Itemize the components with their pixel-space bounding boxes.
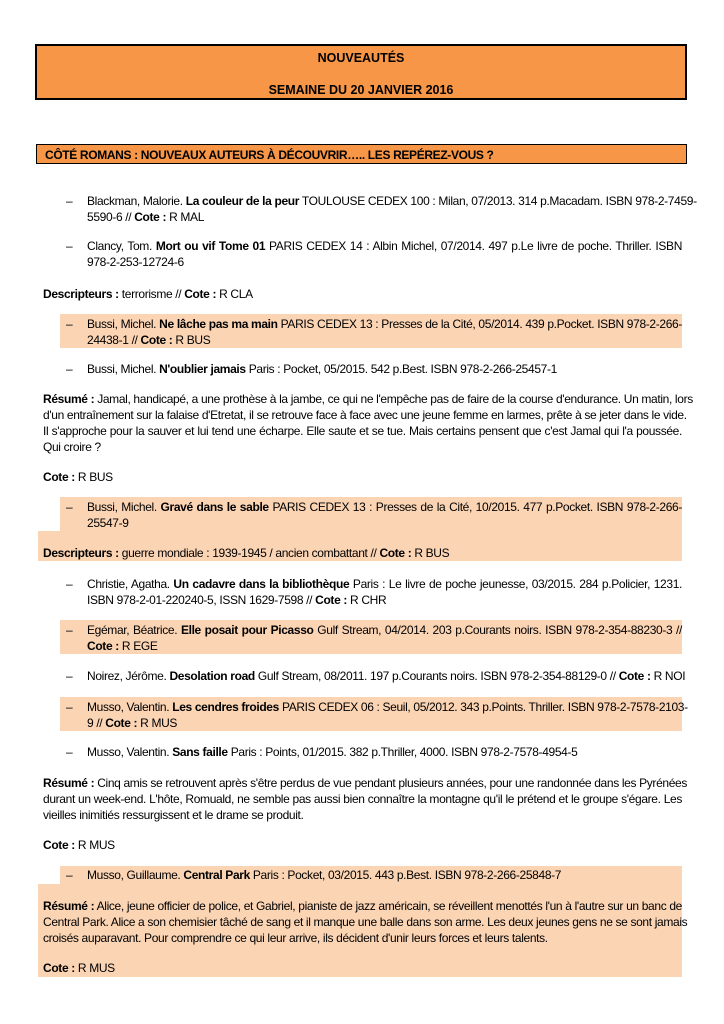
entry-line: [87, 332, 210, 348]
cote-value: R MAL: [169, 210, 205, 224]
section-heading: CÔTÉ ROMANS : NOUVEAUX AUTEURS À DÉCOUVRIR….. LES REPÉREZ-VOUS ?: [36, 144, 687, 164]
entry-details: PARIS CEDEX 13 : Presses de la Cité, 10/2015. 477 p.Pocket. ISBN 978-2-266-: [272, 500, 683, 514]
entry-line: [87, 316, 682, 332]
cote-label: Cote :: [87, 639, 119, 653]
bullet-marker: –: [66, 362, 73, 376]
bullet-marker: –: [66, 745, 73, 759]
cote-label: Cote :: [105, 716, 138, 730]
separator: //: [370, 546, 377, 560]
entry-author: Egémar, Béatrice.: [87, 623, 178, 637]
resume-text: Central Park. Alice a son chemisier tâché de sang et il manque une balle dans son arme. Les deux jeunes gens ne se sont jamais: [43, 915, 688, 929]
cote-value: R MUS: [77, 838, 115, 852]
entry-line: [87, 499, 682, 515]
cote-value: R MUS: [77, 961, 115, 975]
entry-author: Clancy, Tom.: [87, 239, 152, 253]
resume-line: [43, 898, 682, 914]
entry-author: Bussi, Michel.: [87, 317, 157, 331]
descripteurs-line: [43, 286, 253, 302]
entry-title: Gravé dans le sable: [160, 500, 269, 514]
cote-value: R BUS: [414, 546, 450, 560]
entry-title: Un cadavre dans la bibliothèque: [173, 577, 350, 591]
bullet-marker: –: [66, 194, 73, 208]
cote-value: R NOI: [653, 669, 686, 683]
entry-author: Christie, Agatha.: [87, 577, 170, 591]
bullet-marker: –: [66, 577, 73, 591]
entry-details: 24438-1: [87, 333, 129, 347]
entry-author: Musso, Valentin.: [87, 700, 170, 714]
cote-line: [87, 638, 157, 654]
cote-value: R MUS: [140, 716, 178, 730]
resume-label: Résumé :: [43, 392, 95, 406]
resume-text: Il s'approche pour la sauver et lui tend une écharpe. Elle saute et se tue. Mais certains pensent que c'est Jamal qui l'a poussée.: [43, 424, 682, 438]
entry-author: Musso, Valentin.: [87, 745, 170, 759]
entry-details: Gulf Stream, 08/2011. 197 p.Courants noirs. ISBN 978-2-354-88129-0 //: [257, 669, 616, 683]
bullet-marker: –: [66, 669, 73, 683]
separator: //: [96, 716, 103, 730]
resume-line: [43, 391, 693, 407]
document-header: [35, 44, 687, 100]
entry-line: [87, 668, 685, 684]
cote-label: Cote :: [43, 838, 75, 852]
cote-value: R CHR: [350, 593, 387, 607]
entry-title: Ne lâche pas ma main: [159, 317, 278, 331]
resume-text: Alice, jeune officier de police, et Gabriel, pianiste de jazz américain, se réveillent menottés l'un à l'autre sur un banc de: [96, 899, 683, 913]
cote-label: Cote :: [43, 470, 75, 484]
bullet-marker: –: [66, 500, 73, 514]
bullet-marker: –: [66, 239, 73, 253]
entry-details: PARIS CEDEX 06 : Seuil, 05/2012. 343 p.Points. Thriller. ISBN 978-2-7578-2103-: [281, 700, 688, 714]
entry-title: Central Park: [183, 868, 250, 882]
entry-line: [87, 238, 682, 254]
cote-label: Cote :: [315, 593, 348, 607]
cote-label: Cote :: [618, 669, 651, 683]
entry-title: La couleur de la peur: [185, 194, 300, 208]
resume-line: [43, 775, 688, 791]
entry-details: TOULOUSE CEDEX 100 : Milan, 07/2013. 314 p.Macadam. ISBN 978-2-7459-: [301, 194, 697, 208]
cote-label: Cote :: [379, 546, 412, 560]
entry-details: PARIS CEDEX 14 : Albin Michel, 07/2014. 497 p.Le livre de poche. Thriller. ISBN: [269, 239, 683, 253]
entry-author: Musso, Guillaume.: [87, 868, 181, 882]
entry-line: [87, 576, 682, 592]
entry-title: Les cendres froides: [172, 700, 279, 714]
entry-details: Paris : Points, 01/2015. 382 p.Thriller, 4000. ISBN 978-2-7578-4954-5: [230, 745, 578, 759]
cote-line: [43, 960, 115, 976]
entry-details: Paris : Pocket, 03/2015. 443 p.Best. ISBN 978-2-266-25848-7: [252, 868, 562, 882]
resume-text: durant un week-end. L'hôte, Romuald, ne semble pas aussi bien connaître la montagne qu'il le prétend et le groupe s'égare. Les: [43, 792, 682, 806]
descripteurs-label: Descripteurs :: [43, 546, 119, 560]
entry-line: [87, 361, 557, 377]
cote-line: [43, 837, 115, 853]
bullet-marker: –: [66, 868, 73, 882]
entry-details: Paris : Le livre de poche jeunesse, 03/2015. 284 p.Policier, 1231.: [352, 577, 683, 591]
resume-text: croisés auparavant. Pour comprendre ce qui leur arrive, ils décident d'unir leurs forces et leurs talents.: [43, 931, 548, 945]
entry-author: Bussi, Michel.: [87, 500, 157, 514]
entry-author: Noirez, Jérôme.: [87, 669, 167, 683]
entry-line: [87, 622, 682, 638]
document-subtitle: SEMAINE DU 20 JANVIER 2016: [268, 83, 454, 97]
entry-line: [87, 867, 561, 883]
cote-value: R CLA: [219, 287, 253, 301]
resume-label: Résumé :: [43, 776, 95, 790]
entry-line: [87, 209, 204, 225]
cote-value: R EGE: [121, 639, 158, 653]
resume-text: d'un entraînement sur la falaise d'Etretat, il se retrouve face à face avec une jeune femme en larmes, prête à se jeter dans le vide.: [43, 408, 687, 422]
bullet-marker: –: [66, 623, 73, 637]
entry-details: 9: [87, 716, 94, 730]
cote-label: Cote :: [140, 333, 173, 347]
entry-line: [87, 715, 177, 731]
separator: //: [131, 333, 138, 347]
entry-details: Paris : Pocket, 05/2015. 542 p.Best. ISBN 978-2-266-25457-1: [248, 362, 557, 376]
entry-title: Sans faille: [172, 745, 228, 759]
descripteurs-value: guerre mondiale : 1939-1945 / ancien combattant: [121, 546, 368, 560]
entry-line: [87, 699, 688, 715]
entry-details: ISBN 978-2-01-220240-5, ISSN 1629-7598: [87, 593, 304, 607]
cote-value: R BUS: [77, 470, 113, 484]
cote-label: Cote :: [43, 961, 75, 975]
separator: //: [125, 210, 132, 224]
entry-details: Gulf Stream, 04/2014. 203 p.Courants noirs. ISBN 978-2-354-88230-3 //: [317, 623, 683, 637]
entry-details: PARIS CEDEX 13 : Presses de la Cité, 05/2014. 439 p.Pocket. ISBN 978-2-266-: [280, 317, 683, 331]
entry-details: 25547-9: [87, 516, 129, 530]
descripteurs-label: Descripteurs :: [43, 287, 119, 301]
entry-line: [87, 744, 577, 760]
entry-title: Elle posait pour Picasso: [180, 623, 314, 637]
entry-details: 5590-6: [87, 210, 123, 224]
resume-text: Qui croire ?: [43, 440, 101, 454]
entry-author: Blackman, Malorie.: [87, 194, 183, 208]
resume-label: Résumé :: [43, 899, 95, 913]
entry-title: Desolation road: [169, 669, 255, 683]
document-title: NOUVEAUTÉS: [317, 51, 405, 65]
entry-title: Mort ou vif Tome 01: [155, 239, 266, 253]
resume-text: Cinq amis se retrouvent après s'être perdus de vue pendant plusieurs années, pour une randonnée dans les Pyrénées: [97, 776, 688, 790]
entry-author: Bussi, Michel.: [87, 362, 157, 376]
resume-text: vieilles inimitiés ressurgissent et le drame se produit.: [43, 808, 304, 822]
resume-text: Jamal, handicapé, a une prothèse à la jambe, ce qui ne l'empêche pas de faire de la course d'endurance. Un matin, lors: [97, 392, 693, 406]
entry-details: 978-2-253-12724-6: [87, 255, 184, 269]
descripteurs-value: terrorisme: [121, 287, 173, 301]
bullet-marker: –: [66, 317, 73, 331]
entry-line: [87, 592, 386, 608]
cote-label: Cote :: [184, 287, 217, 301]
cote-value: R BUS: [175, 333, 211, 347]
separator: //: [306, 593, 313, 607]
separator: //: [175, 287, 182, 301]
cote-line: [43, 469, 113, 485]
entry-title: N'oublier jamais: [159, 362, 246, 376]
entry-line: [87, 193, 697, 209]
bullet-marker: –: [66, 700, 73, 714]
descripteurs-line: [43, 545, 449, 561]
cote-label: Cote :: [134, 210, 167, 224]
